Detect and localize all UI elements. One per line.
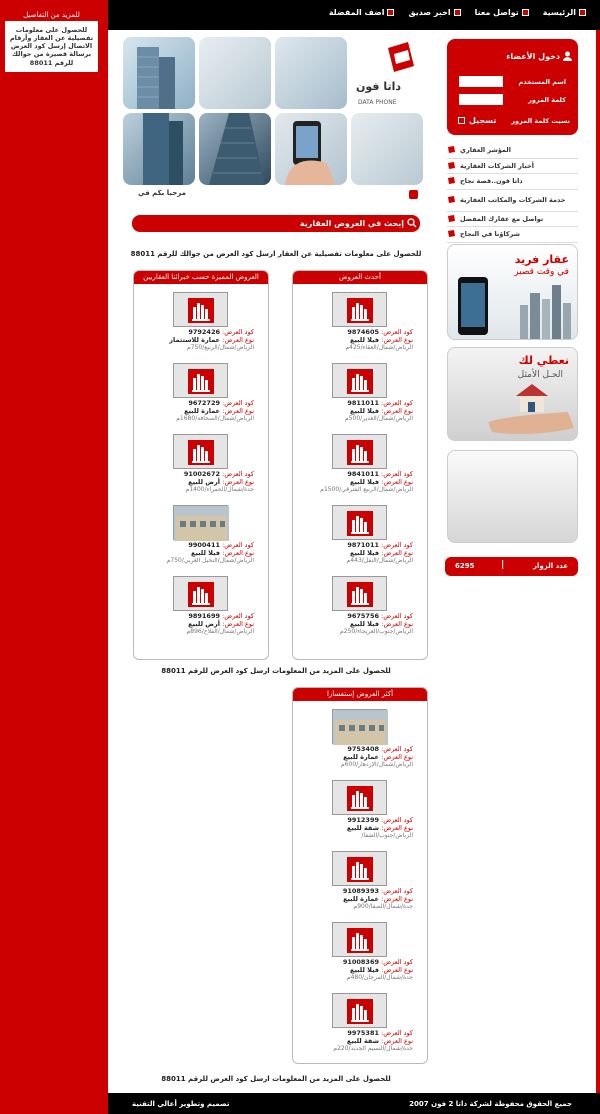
type-label: نوع العرض:: [381, 407, 413, 415]
listing-location: الرياض/شمال/الربيع/750م: [187, 344, 254, 351]
listing-item[interactable]: [138, 503, 256, 571]
sms-note-bottom: للحصول على المزيد من المعلومات ارسل كود العرض للرقم 88011: [161, 1075, 391, 1083]
listing-item[interactable]: [297, 361, 415, 429]
listing-type: فيلا للبيع: [350, 966, 379, 974]
listing-thumbnail[interactable]: [332, 505, 387, 540]
bullet-icon: [387, 9, 394, 16]
type-label: نوع العرض:: [222, 620, 254, 628]
listing-code: 9891699: [188, 612, 220, 620]
listing-thumbnail[interactable]: [173, 363, 228, 398]
listing-location: جدة/شمال/الصفا/900م: [353, 903, 413, 910]
listing-code: 91089393: [342, 887, 379, 895]
code-label: كود العرض:: [381, 745, 413, 753]
listing-thumbnail[interactable]: [332, 922, 387, 957]
sky-photo: [351, 113, 423, 185]
username-label: اسم المستخدم: [518, 78, 566, 86]
type-label: نوع العرض:: [381, 895, 413, 903]
listing-code: 9900411: [188, 541, 220, 549]
type-label: نوع العرض:: [381, 620, 413, 628]
search-icon: [407, 218, 417, 228]
listing-type: فيلا للبيع: [350, 407, 379, 415]
building-photo: [123, 113, 195, 185]
listing-location: الرياض/شمال/الغدير/500م: [345, 415, 413, 422]
bullet-icon: [579, 9, 586, 16]
menu-label: داتا فون..قصة نجاح: [460, 177, 523, 186]
building-photo: [199, 113, 271, 185]
listing-meta: [297, 958, 413, 982]
listing-location: الرياض/شمال/العقاء/425م: [345, 344, 413, 351]
listing-meta: [297, 816, 413, 840]
listing-type: شقة للبيع: [346, 1037, 379, 1045]
type-label: نوع العرض:: [222, 336, 254, 344]
code-label: كود العرض:: [381, 958, 413, 966]
password-input[interactable]: [459, 94, 503, 105]
type-label: نوع العرض:: [381, 753, 413, 761]
listing-type: أرض للبيع: [188, 478, 220, 486]
type-label: نوع العرض:: [381, 1037, 413, 1045]
type-label: نوع العرض:: [222, 478, 254, 486]
listing-thumbnail[interactable]: [173, 292, 228, 327]
type-label: نوع العرض:: [222, 549, 254, 557]
user-icon: [563, 51, 572, 61]
phone-icon: [447, 162, 456, 170]
menu-label: خدمة الشركات والمكاتب العقارية: [460, 196, 566, 204]
empty-promo-box: [447, 450, 578, 543]
bullet-icon: [454, 9, 461, 16]
menu-item[interactable]: [447, 212, 578, 228]
logo-english: DATA PHONE: [358, 99, 397, 106]
listing-type: شقة للبيع: [346, 824, 379, 832]
copyright-text: جميع الحقوق محفوظة لشركة داتا 2 فون 2007: [409, 1100, 572, 1108]
top-nav: [329, 8, 586, 17]
promo-unique-property[interactable]: [447, 244, 578, 340]
phone-hand-photo: [275, 113, 347, 185]
code-label: كود العرض:: [381, 541, 413, 549]
code-label: كود العرض:: [222, 541, 254, 549]
logo-arabic: داتا فون: [356, 80, 401, 93]
listing-type: عمارة للبيع: [343, 753, 379, 761]
promo-title: نعطي لك: [518, 354, 569, 367]
menu-item[interactable]: [447, 190, 578, 212]
phone-icon: [447, 215, 456, 223]
listing-location: الرياض/شمال/الإزدهار/600م: [340, 761, 413, 768]
listing-location: جدة/شمال/النسيم الجديد/220م: [333, 1045, 413, 1052]
sms-note-middle: للحصول على المزيد من المعلومات ارسل كود العرض للرقم 88011: [161, 667, 391, 675]
listing-thumbnail[interactable]: [173, 434, 228, 469]
menu-label: تواصل مع عقارك المفضل: [460, 214, 544, 223]
listing-location: الرياض/شمال/الصحافة/1680م: [176, 415, 254, 422]
listing-location: الرياض/شمال/النخيل الغربي/750م: [166, 557, 254, 564]
panel-title: أحدث العروض: [293, 271, 427, 284]
listing-thumbnail[interactable]: [332, 576, 387, 611]
hand-house-image: [448, 382, 578, 441]
listing-thumbnail[interactable]: [332, 851, 387, 886]
listing-item[interactable]: [297, 920, 415, 988]
code-label: كود العرض:: [381, 1029, 413, 1037]
listing-item[interactable]: [297, 849, 415, 917]
building-photo: [123, 37, 195, 109]
sky-photo: [275, 37, 347, 109]
code-label: كود العرض:: [381, 328, 413, 336]
panel-title: العروض المميزة حسب خبرائنا العقاريين: [134, 271, 268, 284]
listing-code: 9871011: [347, 541, 379, 549]
username-input[interactable]: [459, 76, 503, 87]
listing-code: 91002672: [183, 470, 220, 478]
site-logo: [350, 40, 425, 112]
footer: [108, 1093, 600, 1114]
developer-credit[interactable]: تصميم وتطوير أعالي التقنية: [132, 1100, 230, 1108]
listing-meta: [138, 541, 254, 565]
listing-type: أرض للبيع: [188, 620, 220, 628]
listing-code: 9841011: [347, 470, 379, 478]
menu-label: المؤشر العقاري: [460, 146, 511, 155]
code-label: كود العرض:: [381, 816, 413, 824]
search-bar[interactable]: [132, 215, 420, 232]
nav-favorite[interactable]: [329, 8, 395, 17]
listing-meta: [138, 612, 254, 636]
nav-label: اضف المفضلة: [328, 8, 385, 17]
listing-item[interactable]: [297, 290, 415, 358]
listing-code: 9912399: [347, 816, 379, 824]
listing-item[interactable]: [297, 432, 415, 500]
code-label: كود العرض:: [381, 612, 413, 620]
code-label: كود العرض:: [222, 328, 254, 336]
listing-item[interactable]: [297, 991, 415, 1059]
listing-item[interactable]: [138, 432, 256, 500]
phone-icon: [447, 230, 456, 238]
listing-item[interactable]: [138, 574, 256, 642]
menu-item[interactable]: [447, 143, 578, 159]
phone-icon: [447, 177, 456, 185]
bullet-icon: [522, 9, 529, 16]
promo-subtitle: في وقت قصير: [514, 267, 569, 277]
listing-meta: [297, 399, 413, 423]
side-menu: [447, 143, 578, 243]
register-link[interactable]: تسجيل: [469, 116, 497, 125]
listing-meta: [297, 612, 413, 636]
login-box: [447, 39, 578, 135]
code-label: كود العرض:: [222, 470, 254, 478]
code-label: كود العرض:: [222, 612, 254, 620]
listing-thumbnail[interactable]: [173, 576, 228, 611]
menu-item[interactable]: [447, 174, 578, 190]
listing-location: الرياض/شمال/الربيع الشرقي/1500م: [320, 486, 413, 493]
code-label: كود العرض:: [381, 470, 413, 478]
login-title: دخول الأعضاء: [506, 52, 560, 61]
listing-meta: [297, 541, 413, 565]
nav-contact[interactable]: [475, 8, 529, 17]
listing-type: عمارة للبيع: [184, 407, 220, 415]
listing-type: فيلا للبيع: [350, 336, 379, 344]
listing-code: 9874605: [347, 328, 379, 336]
listing-type: عمارة للبيع: [343, 895, 379, 903]
listing-meta: [138, 399, 254, 423]
menu-item[interactable]: [447, 159, 578, 175]
listing-location: الرياض/جنوب/الشفا/: [361, 832, 413, 839]
type-label: نوع العرض:: [222, 407, 254, 415]
type-label: نوع العرض:: [381, 549, 413, 557]
nav-label: اخبر صديق: [408, 8, 451, 17]
listing-thumbnail[interactable]: [332, 434, 387, 469]
listing-meta: [297, 328, 413, 352]
promo-best-solution[interactable]: [447, 347, 578, 441]
listing-location: الرياض/جنوب/العريجاء/250م: [340, 628, 413, 635]
listing-code: 9811011: [347, 399, 379, 407]
logo-small-icon: [409, 190, 418, 199]
type-label: نوع العرض:: [381, 336, 413, 344]
listing-item[interactable]: [138, 361, 256, 429]
phone-icon: [447, 146, 456, 154]
listing-code: 9975381: [347, 1029, 379, 1037]
welcome-text: مرحبا بكم في: [138, 189, 186, 197]
promo-subtitle: الحـل الأمثل: [517, 370, 563, 380]
details-header: للمزيد من التفاصيل: [5, 9, 98, 22]
listing-type: فيلا للبيع: [350, 620, 379, 628]
listing-location: جدة/شمال/الحمراء/1400م: [185, 486, 254, 493]
promo-title: عقار فريد: [514, 253, 569, 266]
panel-title: أكثر العروض إستفسارا: [293, 688, 427, 701]
phone-icon: [447, 196, 456, 204]
listing-location: جدة/شمال/المرجان/480م: [346, 974, 413, 981]
nav-tell-friend[interactable]: [408, 8, 460, 17]
listing-thumbnail[interactable]: [332, 993, 387, 1028]
search-label: إبحث في العروض العقارية: [299, 219, 404, 228]
code-label: كود العرض:: [381, 887, 413, 895]
details-text: للحصول على معلومات تفصيلية عن العقار وأرقام الاتصال إرسل كود العرض برسالة قصيرة من جوالك للرقم 88011: [5, 22, 98, 72]
listing-code: 9675756: [347, 612, 379, 620]
listing-meta: [297, 470, 413, 494]
forgot-password-link[interactable]: نسيت كلمة المرور: [511, 117, 570, 125]
listing-meta: [138, 328, 254, 352]
listing-type: فيلا للبيع: [350, 549, 379, 557]
visitor-count: 6295: [455, 562, 475, 570]
listing-item[interactable]: [297, 778, 415, 846]
listing-code: 9792426: [188, 328, 220, 336]
listing-item[interactable]: [138, 290, 256, 358]
listing-thumbnail[interactable]: [332, 363, 387, 398]
listing-item[interactable]: [297, 503, 415, 571]
code-label: كود العرض:: [381, 399, 413, 407]
listing-type: فيلا للبيع: [350, 478, 379, 486]
nav-label: الرئيسية: [542, 8, 576, 17]
separator: |: [501, 560, 505, 570]
listing-type: عمارة للاستثمار: [169, 336, 220, 344]
nav-label: تواصل معنا: [474, 8, 519, 17]
top-bar: [108, 0, 600, 30]
sky-photo: [199, 37, 271, 109]
menu-label: شركاؤنا في النجاح: [460, 230, 521, 239]
listing-code: 9753408: [347, 745, 379, 753]
listing-type: فيلا للبيع: [191, 549, 220, 557]
password-label: كلمة المرور: [528, 96, 566, 104]
listing-item[interactable]: [297, 707, 415, 775]
login-button-icon[interactable]: [458, 117, 465, 124]
sms-note-top: للحصول على معلومات تفصيلية عن العقار ارسل كود العرض من جوالك للرقم 88011: [130, 250, 422, 258]
visitor-counter: [445, 557, 578, 576]
code-label: كود العرض:: [222, 399, 254, 407]
left-sidebar: [0, 0, 108, 1114]
visitor-label: عدد الزوار: [532, 562, 568, 570]
listing-thumbnail[interactable]: [332, 780, 387, 815]
listing-code: 91008369: [342, 958, 379, 966]
menu-label: أخبار الشركات العقارية: [460, 161, 534, 170]
listing-thumbnail[interactable]: [332, 292, 387, 327]
listing-photo[interactable]: [173, 505, 228, 540]
phone-city-image: [448, 275, 578, 340]
listing-meta: [138, 470, 254, 494]
type-label: نوع العرض:: [381, 824, 413, 832]
menu-item[interactable]: [447, 227, 578, 243]
nav-home[interactable]: [543, 8, 586, 17]
type-label: نوع العرض:: [381, 966, 413, 974]
listing-meta: [297, 887, 413, 911]
listing-location: الرياض/شمال/النفل/443م: [346, 557, 413, 564]
listing-meta: [297, 745, 413, 769]
listing-photo[interactable]: [332, 709, 387, 744]
type-label: نوع العرض:: [381, 478, 413, 486]
listing-code: 9672729: [188, 399, 220, 407]
listing-location: الرياض/شمال/الفلاح/896م: [186, 628, 254, 635]
listing-meta: [297, 1029, 413, 1053]
listing-item[interactable]: [297, 574, 415, 642]
